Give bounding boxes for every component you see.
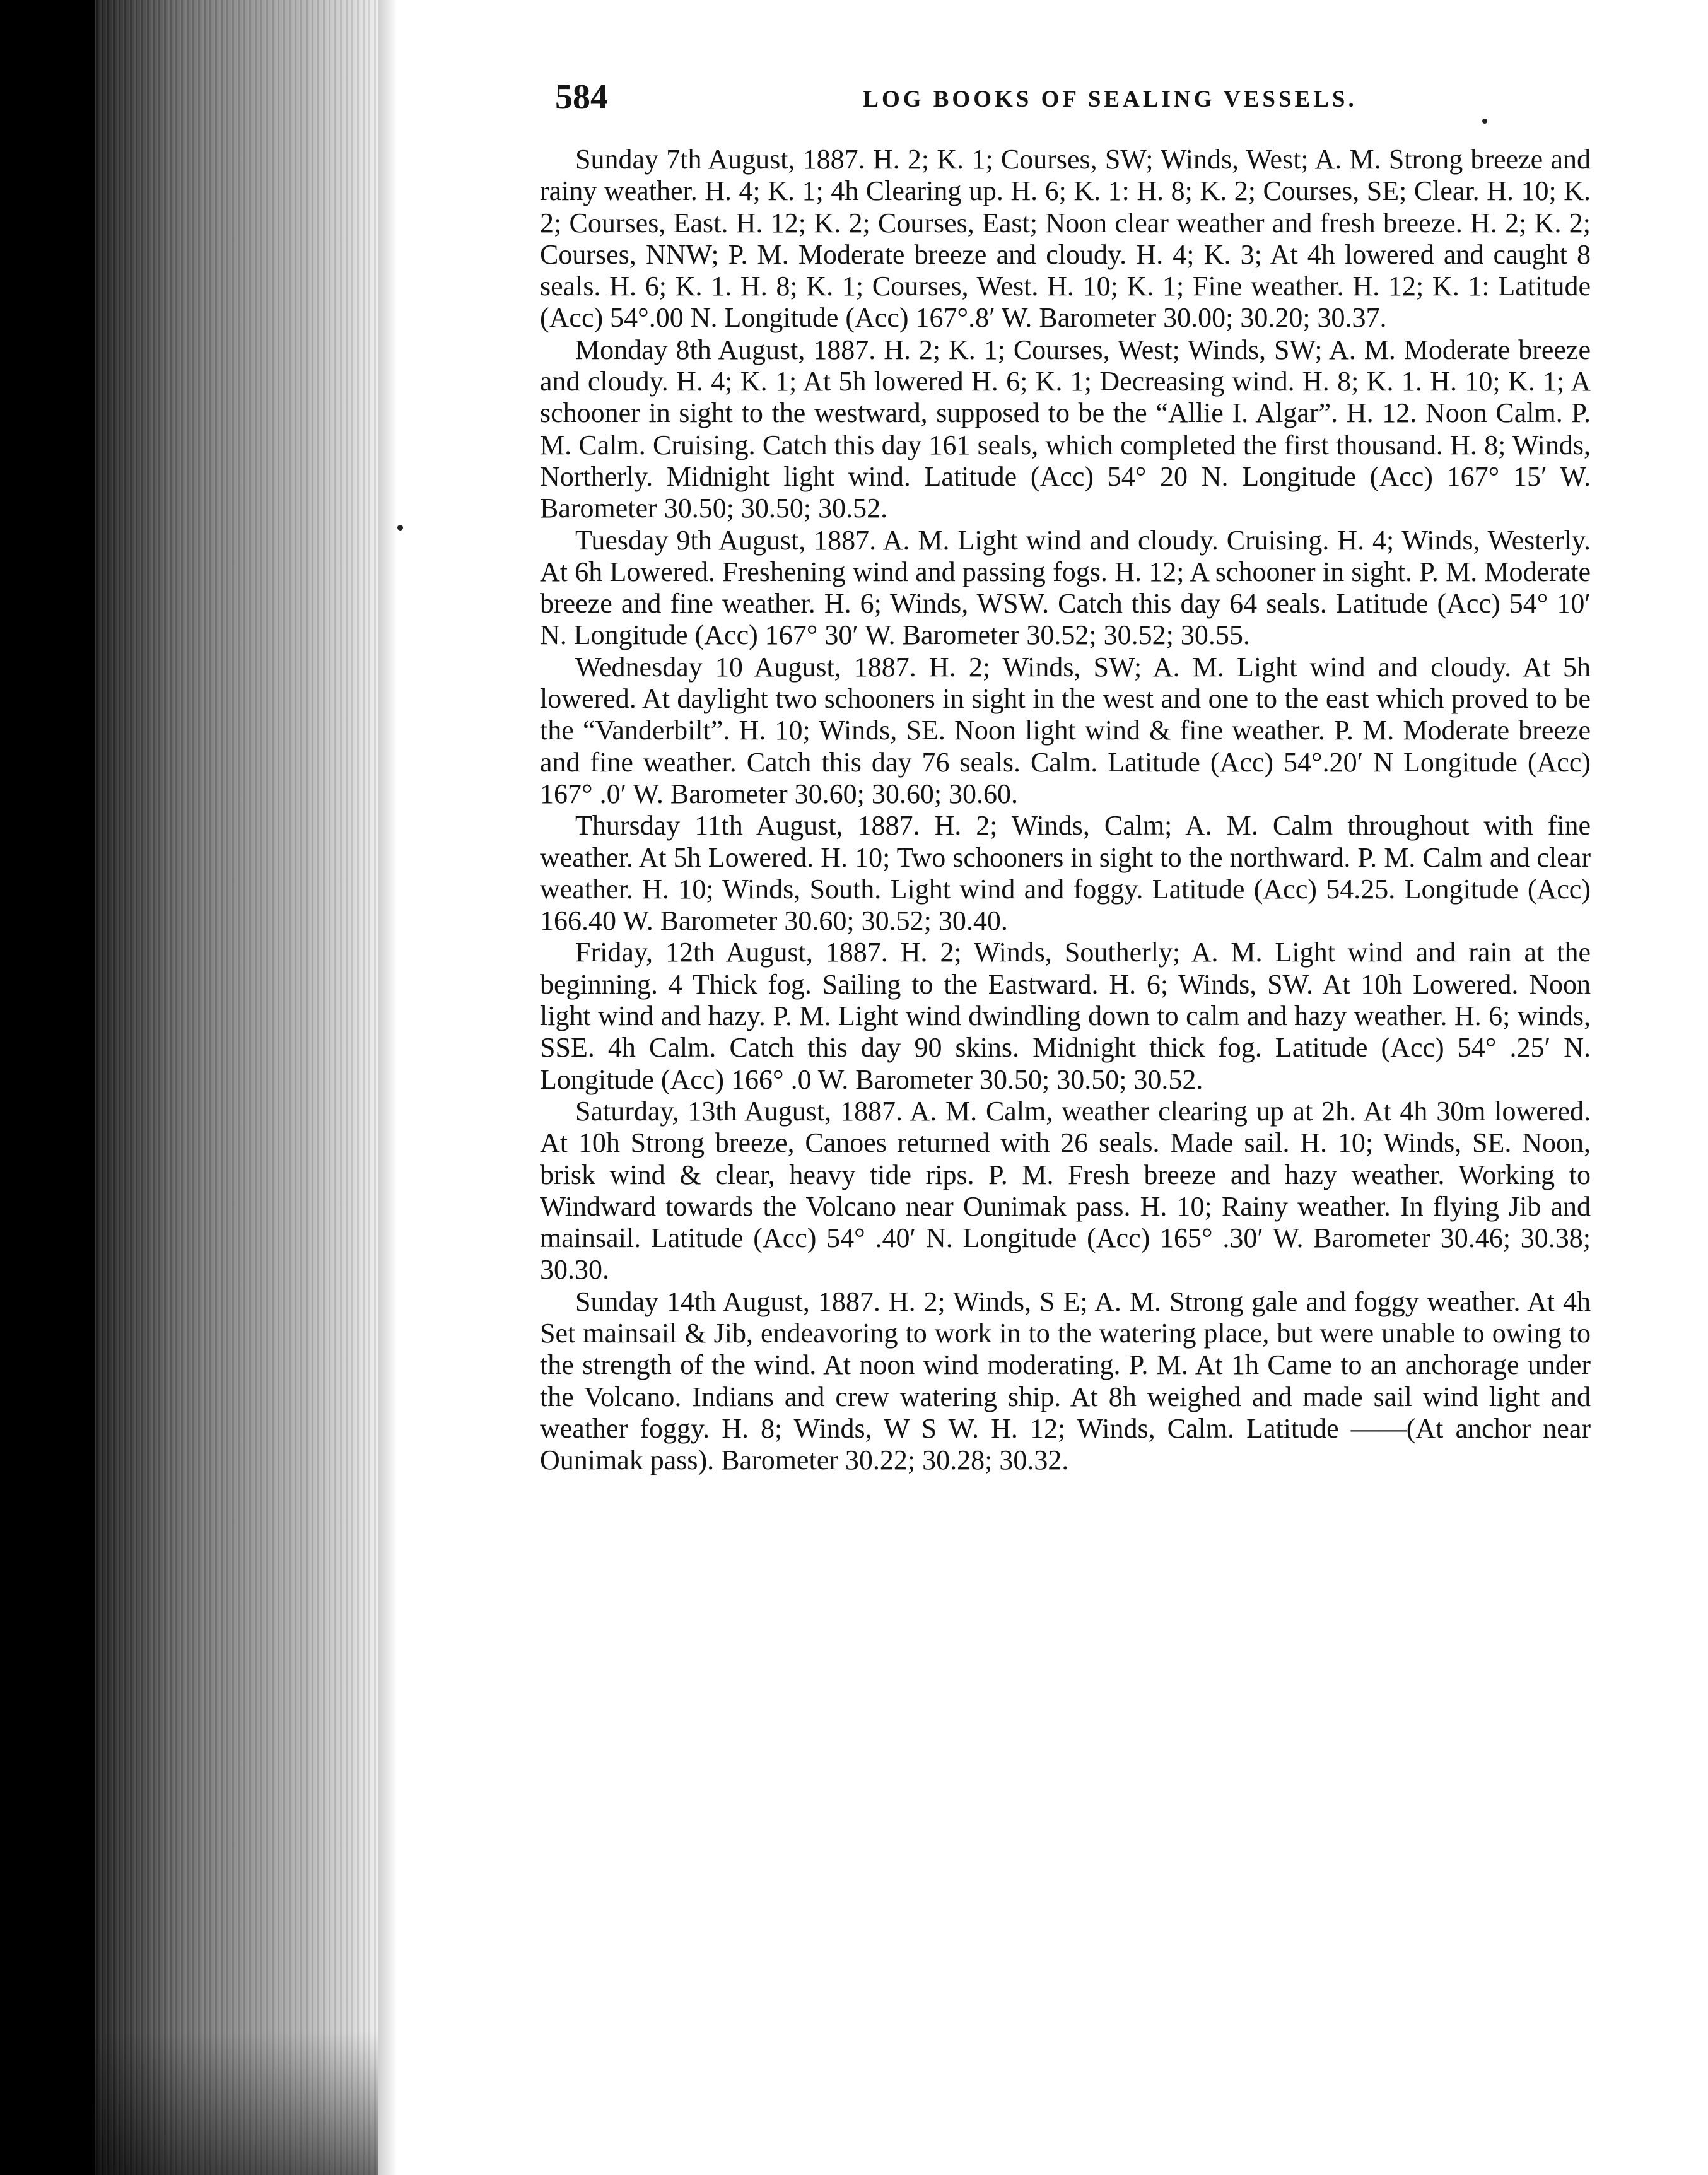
running-title: LOG BOOKS OF SEALING VESSELS.: [863, 86, 1357, 112]
scan-speck: [397, 525, 403, 531]
page-gutter: [378, 0, 397, 2175]
log-entry-wednesday-10-august: Wednesday 10 August, 1887. H. 2; Winds, SW; A. M. Light wind and cloudy. At 5h lowered. At daylight two schooners in sight in the west and one to the east which proved to be the “Vanderbilt”. H. 10; Winds, SE. Noon light wind & fine weather. P. M. Moderate breeze and fine weather. Catch this day 76 seals. Calm. Latitude (Acc) 54°.20′ N Longitude (Acc) 167° .0′ W. Barometer 30.60; 30.60; 30.60.: [540, 651, 1591, 809]
log-entry-monday-8th-august: Monday 8th August, 1887. H. 2; K. 1; Courses, West; Winds, SW; A. M. Moderate breeze and cloudy. H. 4; K. 1; At 5h lowered H. 6; K. 1; Decreasing wind. H. 8; K. 1. H. 10; K. 1; A schooner in sight to the westward, supposed to be the “Allie I. Algar”. H. 12. Noon Calm. P. M. Calm. Cruising. Catch this day 161 seals, which completed the first thousand. H. 8; Winds, Northerly. Midnight light wind. Latitude (Acc) 54° 20 N. Longitude (Acc) 167° 15′ W. Barometer 30.50; 30.50; 30.52.: [540, 334, 1591, 524]
book-page-edges-shadow: [95, 2031, 378, 2175]
log-entry-tuesday-9th-august: Tuesday 9th August, 1887. A. M. Light wind and cloudy. Cruising. H. 4; Winds, Westerly. At 6h Lowered. Freshening wind and passing fogs. H. 12; A schooner in sight. P. M. Moderate breeze and fine weather. H. 6; Winds, WSW. Catch this day 64 seals. Latitude (Acc) 54° 10′ N. Longitude (Acc) 167° 30′ W. Barometer 30.52; 30.52; 30.55.: [540, 524, 1591, 651]
book-page-edges: [95, 0, 378, 2175]
scan-speck: [1482, 119, 1487, 124]
log-entry-sunday-14th-august: Sunday 14th August, 1887. H. 2; Winds, S E; A. M. Strong gale and foggy weather. At 4h Set mainsail & Jib, endeavoring to work in to the watering place, but were unable to owing to the strength of the wind. At noon wind moderating. P. M. At 1h Came to an anchorage under the Volcano. Indians and crew watering ship. At 8h weighed and made sail wind light and weather foggy. H. 8; Winds, W S W. H. 12; Winds, Calm. Latitude ——(At anchor near Ounimak pass). Barometer 30.22; 30.28; 30.32.: [540, 1286, 1591, 1476]
log-entry-saturday-13th-august: Saturday, 13th August, 1887. A. M. Calm, weather clearing up at 2h. At 4h 30m lowered. At 10h Strong breeze, Canoes returned with 26 seals. Made sail. H. 10; Winds, SE. Noon, brisk wind & clear, heavy tide rips. P. M. Fresh breeze and hazy weather. Working to Windward towards the Volcano near Ounimak pass. H. 10; Rainy weather. In flying Jib and mainsail. Latitude (Acc) 54° .40′ N. Longitude (Acc) 165° .30′ W. Barometer 30.46; 30.38; 30.30.: [540, 1095, 1591, 1286]
log-entry-friday-12th-august: Friday, 12th August, 1887. H. 2; Winds, Southerly; A. M. Light wind and rain at the beginning. 4 Thick fog. Sailing to the Eastward. H. 6; Winds, SW. At 10h Lowered. Noon light wind and hazy. P. M. Light wind dwindling down to calm and hazy weather. H. 6; winds, SSE. 4h Calm. Catch this day 90 skins. Midnight thick fog. Latitude (Acc) 54° .25′ N. Longitude (Acc) 166° .0 W. Barometer 30.50; 30.50; 30.52.: [540, 937, 1591, 1095]
log-entries: [540, 144, 1591, 1476]
log-entry-thursday-11th-august: Thursday 11th August, 1887. H. 2; Winds, Calm; A. M. Calm throughout with fine weather. At 5h Lowered. H. 10; Two schooners in sight to the northward. P. M. Calm and clear weather. H. 10; Winds, South. Light wind and foggy. Latitude (Acc) 54.25. Longitude (Acc) 166.40 W. Barometer 30.60; 30.52; 30.40.: [540, 810, 1591, 937]
book-page: [397, 0, 1708, 2175]
page-header: [555, 77, 1596, 127]
log-entry-sunday-7th-august: Sunday 7th August, 1887. H. 2; K. 1; Courses, SW; Winds, West; A. M. Strong breeze and rainy weather. H. 4; K. 1; 4h Clearing up. H. 6; K. 1: H. 8; K. 2; Courses, SE; Clear. H. 10; K. 2; Courses, East. H. 12; K. 2; Courses, East; Noon clear weather and fresh breeze. H. 2; K. 2; Courses, NNW; P. M. Moderate breeze and cloudy. H. 4; K. 3; At 4h lowered and caught 8 seals. H. 6; K. 1. H. 8; K. 1; Courses, West. H. 10; K. 1; Fine weather. H. 12; K. 1: Latitude (Acc) 54°.00 N. Longitude (Acc) 167°.8′ W. Barometer 30.00; 30.20; 30.37.: [540, 144, 1591, 334]
book-spine-shadow: [0, 0, 95, 2175]
page-number: 584: [555, 78, 608, 117]
